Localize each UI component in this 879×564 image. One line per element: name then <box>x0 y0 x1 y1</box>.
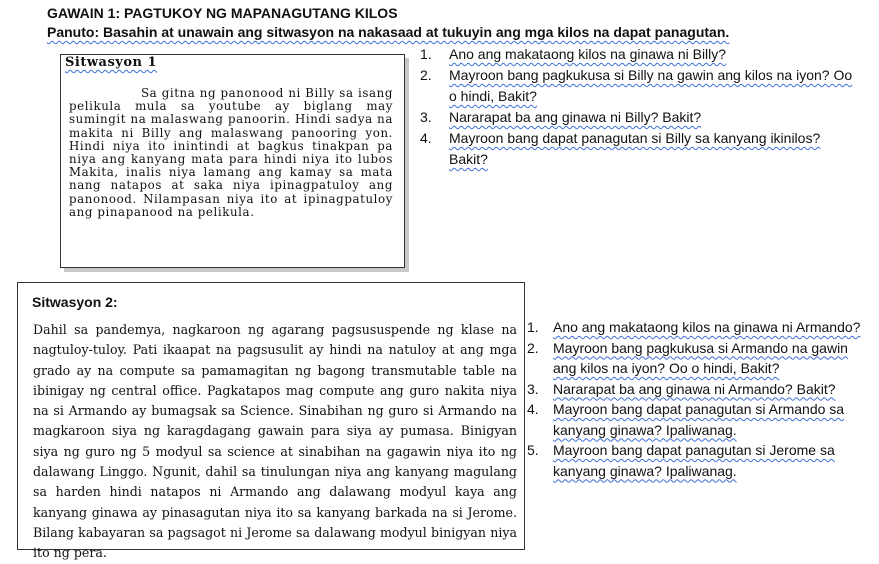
sitwasyon-1-box <box>60 54 405 268</box>
question-number: 4. <box>527 401 539 417</box>
sitwasyon-2-questions <box>527 317 867 481</box>
question-item <box>527 338 867 379</box>
question-text: Nararapat ba ang ginawa ni Armando? Bakit? <box>553 380 836 397</box>
question-item <box>420 65 860 107</box>
question-number: 2. <box>420 67 432 83</box>
question-text: Mayroon bang dapat panagutan si Billy sa kanyang ikinilos? Bakit? <box>449 130 821 167</box>
question-text: Nararapat ba ang ginawa ni Billy? Bakit? <box>449 109 702 125</box>
question-item <box>527 317 867 338</box>
sitwasyon-1-questions <box>420 44 860 170</box>
question-text: Mayroon bang pagkukusa si Armando na gawin ang kilos na iyon? Oo o hindi, Bakit? <box>553 339 848 376</box>
page-heading: GAWAIN 1: PAGTUKOY NG MAPANAGUTANG KILOS <box>47 5 398 21</box>
question-number: 1. <box>420 46 432 62</box>
question-number: 5. <box>527 442 539 458</box>
question-number: 4. <box>420 130 432 146</box>
question-number: 3. <box>527 380 539 397</box>
question-text: Ano ang makataong kilos na ginawa ni Billy? <box>449 46 727 62</box>
question-number: 1. <box>527 319 539 335</box>
question-item <box>420 44 860 65</box>
instructions: Panuto: Basahin at unawain ang sitwasyon na nakasaad at tukuyin ang mga kilos na dapat panagutan. <box>47 24 730 40</box>
question-text: Mayroon bang dapat panagutan si Jerome sa kanyang ginawa? Ipaliwanag. <box>553 442 835 479</box>
question-item <box>527 440 867 481</box>
question-item <box>420 107 860 128</box>
sitwasyon-2-text <box>33 320 517 564</box>
sitwasyon-1-paragraph: Sa gitna ng panonood ni Billy sa isang pelikula mula sa youtube ay biglang may sumingit na malaswang panoorin. Hindi sadya na makita ni Billy ang malaswang panooring yon. Hindi niya ito inintindi at bagkus tinakpan pa niya ang kanyang mata para hindi niya ito lubos Makita, inalis niya lamang ang kamay sa mata nang natapos at saka niya ipinagpatuloy ang panonood. Nilampasan niya ito at ipinagpatuloy ang pinapanood na pelikula. <box>69 86 393 219</box>
sitwasyon-2-box <box>17 282 525 561</box>
question-text: Mayroon bang dapat panagutan si Armando sa kanyang ginawa? Ipaliwanag. <box>553 401 845 438</box>
question-number: 2. <box>527 339 539 356</box>
sitwasyon-1-title: Sitwasyon 1 <box>65 55 158 70</box>
question-text: Mayroon bang pagkukusa si Billy na gawin ang kilos na iyon? Oo o hindi, Bakit? <box>449 67 853 104</box>
sitwasyon-1-text <box>69 87 393 219</box>
question-item <box>527 399 867 440</box>
question-item <box>420 128 860 170</box>
question-text: Ano ang makataong kilos na ginawa ni Armando? <box>553 319 861 335</box>
question-item <box>527 379 867 400</box>
sitwasyon-2-paragraph: Dahil sa pandemya, nagkaroon ng agarang pagsususpende ng klase na nagtuloy-tuloy. Pati ikaapat na pagsusulit ay hindi na natuloy at ang mga grado ay na compute sa pamamagitan ng bagong transmutable table na ibinigay ng central office. Pagkatapos mag compute ang guro nakita niya na si Armando ay bumagsak sa Science. Sinabihan ng guro si Armando na magkaroon siya ng karagdagang gawain para siya ay pumasa. Binigyan siya ng guro ng 5 modyul sa science at sinabihan na gagawin niya ito ng dalawang Linggo. Ngunit, dahil sa tinulungan niya ang kanyang magulang sa harden hindi natapos ni Armando ang dalawang modyul kaya ang kanyang ginawa ay pinasagutan niya ito sa kanyang barkada na si Jerome. Bilang kabayaran sa pagsagot ni Jerome sa dalawang modyul binigyan niya ito ng pera. <box>33 322 517 561</box>
sitwasyon-2-title: Sitwasyon 2: <box>32 294 118 310</box>
question-number: 3. <box>420 109 432 125</box>
